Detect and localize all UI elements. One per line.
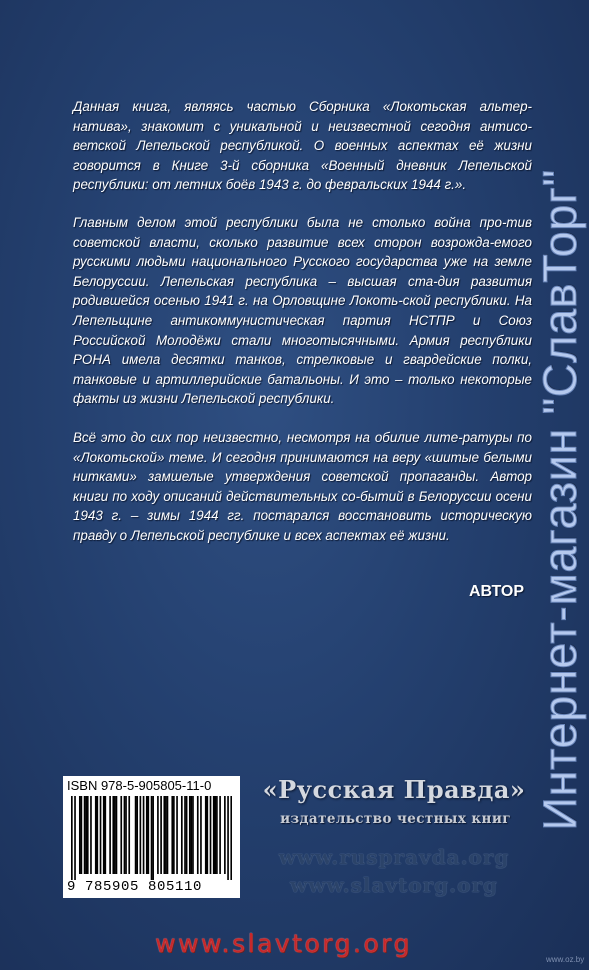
- paragraph-text: Данная книга, являясь частью Сборника «Локотьская альтер-натива», знакомит с уникальной и неизвестной сегодня антисо-ветской Лепельской республикой. О военных аспектах её жизни говорится в Книге 3-й сборника «Военный дневник Лепельской республики: от летних боёв 1943 г. до февральских 1944 г.».: [73, 99, 532, 193]
- barcode-bar: [116, 796, 118, 874]
- publisher-tagline: издательство честных книг: [280, 811, 511, 827]
- barcode-bar: [214, 796, 216, 874]
- barcode-bar: [124, 796, 126, 874]
- corner-watermark: www.oz.by: [546, 955, 585, 964]
- barcode-bar: [160, 796, 162, 874]
- barcode-bar: [140, 796, 142, 874]
- barcode-bar: [128, 796, 130, 874]
- paragraph-text: Главным делом этой республики была не столько война про-тив советской власти, сколько развитие всех сторон возрожда-емого русскими людьми национального Русского государства уже на земле Белоруссии. Лепельская республика – высшая ста-дия развития родившейся осенью 1941 г. на Орловщине Локоть-ской республики. На Лепельщине антикоммунистическая партия НСТПР и Союз Российской Молодёжи стали многотысячными. Армия республики РОНА имела десятки танков, стрелковые и гвардейские полки, танковые и артиллерийские батальоны. И это – только некоторые факты из жизни Лепельской республики.: [73, 215, 532, 407]
- barcode-bar: [81, 796, 83, 874]
- barcode-bar: [207, 796, 209, 874]
- shop-watermark: Интернет-магазин "СлавТорг": [533, 169, 586, 831]
- watermark-url: www.slavtorg.org: [155, 929, 412, 958]
- barcode-bar: [74, 796, 76, 880]
- barcode-bar: [112, 796, 114, 874]
- barcode-bar: [85, 796, 87, 874]
- barcode-bar: [181, 796, 183, 874]
- barcode-bar: [186, 796, 188, 874]
- annotation-paragraph-3: [73, 428, 532, 546]
- barcode-bar: [192, 796, 194, 874]
- barcode-bar: [95, 796, 97, 874]
- barcode-digits: 9 785905 805110: [67, 879, 203, 895]
- barcode-bar: [200, 796, 202, 874]
- barcode-bar: [157, 796, 159, 874]
- barcode-bar: [163, 796, 165, 874]
- isbn-number: ISBN 978-5-905805-11-0: [67, 778, 212, 793]
- barcode-bar: [191, 796, 193, 874]
- barcode-bar: [224, 796, 226, 874]
- barcode-bar: [90, 796, 92, 874]
- barcode-bar: [219, 796, 221, 874]
- barcode-bar: [213, 796, 215, 874]
- barcode-bar: [227, 796, 229, 880]
- barcode-bar: [114, 796, 116, 874]
- barcode-bar: [97, 796, 99, 874]
- barcode-bar: [151, 796, 153, 880]
- barcode-bar: [216, 796, 218, 874]
- barcode-bar: [87, 796, 89, 874]
- barcode-bar: [184, 796, 186, 874]
- barcode-bar: [100, 796, 102, 874]
- barcode-bar: [136, 796, 138, 874]
- shop-website: www.slavtorg.org: [290, 873, 498, 897]
- isbn-barcode: [63, 776, 240, 898]
- barcode-bar: [230, 796, 232, 880]
- barcode-bar: [135, 796, 137, 874]
- barcode-bar: [148, 796, 150, 874]
- barcode-bar: [79, 796, 81, 874]
- barcode-bar: [143, 796, 145, 874]
- annotation-paragraph-2: [73, 213, 532, 409]
- barcode-bar: [165, 796, 167, 874]
- barcode-bar: [171, 796, 173, 874]
- annotation-paragraph-1: [73, 97, 532, 195]
- barcode-bar: [71, 796, 73, 880]
- barcode-bar: [109, 796, 111, 874]
- barcode-bar: [125, 796, 127, 874]
- barcode-bar: [197, 796, 199, 874]
- barcode-bar: [167, 796, 169, 874]
- barcode-bar: [152, 796, 154, 880]
- publisher-website: www.ruspravda.org: [278, 845, 510, 869]
- barcode-bar: [146, 796, 148, 874]
- publisher-name: «Русская Правда»: [262, 775, 526, 804]
- barcode-bar: [173, 796, 175, 874]
- barcode-bar: [176, 796, 178, 874]
- barcode-bar: [120, 796, 122, 874]
- barcode-bar: [210, 796, 212, 874]
- author-signature: АВТОР: [469, 583, 524, 600]
- paragraph-text: Всё это до сих пор неизвестно, несмотря на обилие лите-ратуры по «Локотьской» теме. И сегодня принимаются на веру «шитые белыми нитками» замшелые утверждения советской пропаганды. Автор книги по ходу описаний действительных со-бытий в Белоруссии осени 1943 г. – зимы 1944 гг. постарался восстановить историческую правду о Лепельской республике и всех аспектах её жизни.: [73, 430, 532, 543]
- barcode-bar: [205, 796, 207, 874]
- barcode-bar: [103, 796, 105, 874]
- barcode-bar: [189, 796, 191, 874]
- barcode-bar: [84, 796, 86, 874]
- barcode-bars: [71, 796, 232, 880]
- barcode-bar: [104, 796, 106, 874]
